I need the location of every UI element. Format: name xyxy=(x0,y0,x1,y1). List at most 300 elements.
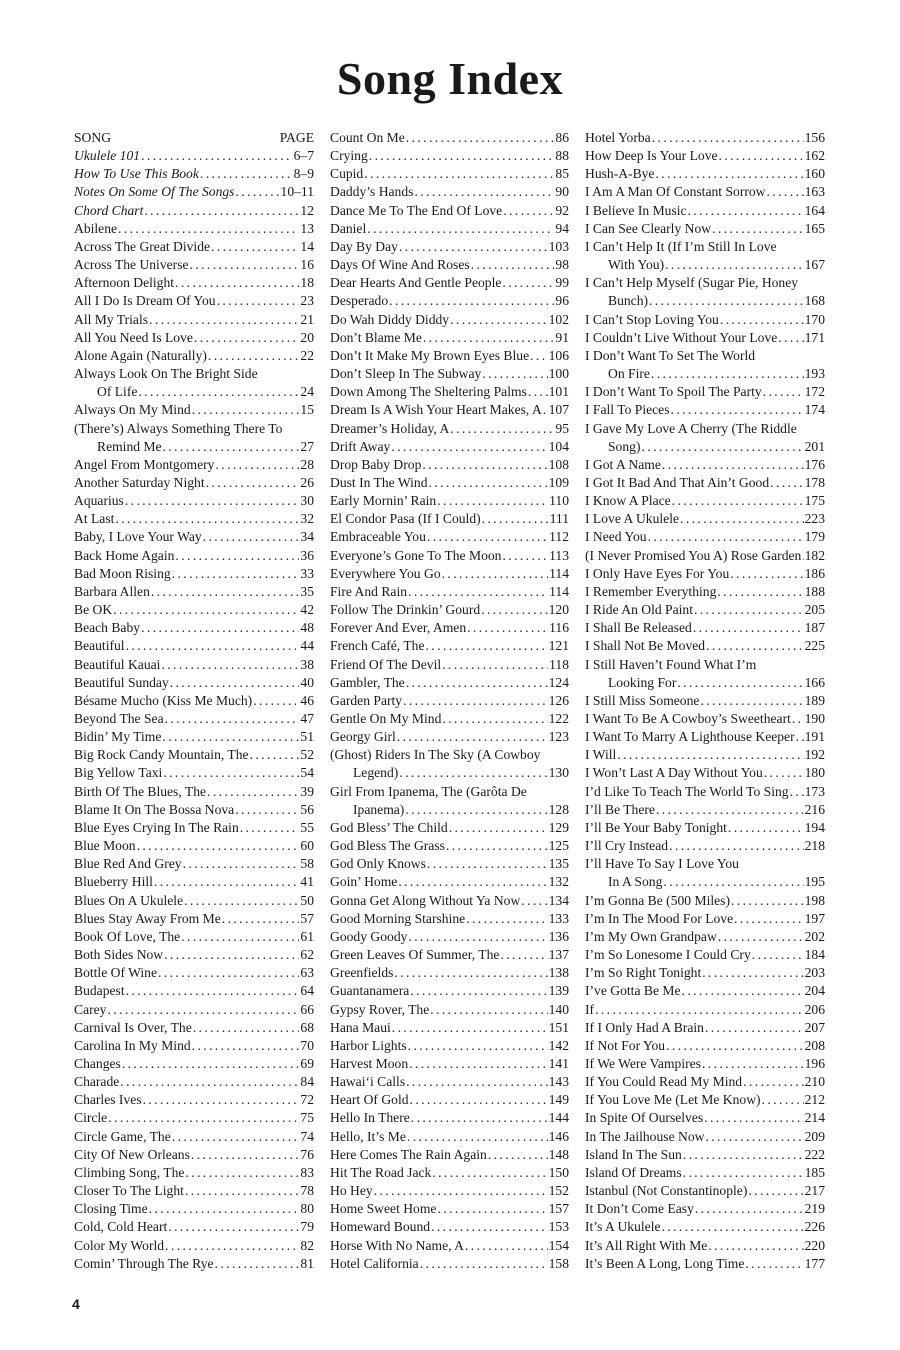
song-page: 210 xyxy=(804,1074,825,1090)
song-page: 10–11 xyxy=(280,184,314,200)
index-entry-line xyxy=(330,656,569,674)
index-entry-line xyxy=(74,274,314,292)
song-page: 201 xyxy=(804,438,825,454)
song-title: Circle xyxy=(74,1110,108,1126)
index-entry-line xyxy=(585,1001,825,1019)
song-title: Alone Again (Naturally) xyxy=(74,347,207,363)
index-entry-line xyxy=(74,1164,314,1182)
song-title: God Bless The Grass xyxy=(330,838,445,854)
song-title: Count On Me xyxy=(330,130,405,145)
dot-leader xyxy=(399,764,547,782)
index-entry xyxy=(74,256,314,274)
song-page: 216 xyxy=(804,801,825,817)
index-entry xyxy=(74,565,314,583)
dot-leader xyxy=(411,1109,548,1127)
dot-leader xyxy=(431,1218,548,1236)
song-title: I Can’t Stop Loving You xyxy=(585,311,719,327)
song-page: 57 xyxy=(300,910,314,926)
song-title: I Believe In Music xyxy=(585,202,687,218)
song-title: I Want To Be A Cowboy’s Sweetheart xyxy=(585,711,791,726)
song-page: 202 xyxy=(804,928,825,944)
index-entry-line xyxy=(585,837,825,855)
dot-leader xyxy=(543,401,548,419)
dot-leader xyxy=(705,1019,804,1037)
index-entry xyxy=(74,528,314,546)
index-entry-line xyxy=(330,1001,569,1019)
index-entry-line xyxy=(585,764,825,782)
index-entry-line xyxy=(330,928,569,946)
song-title: Daddy’s Hands xyxy=(330,184,414,200)
index-entry-line xyxy=(585,1091,825,1109)
index-entry xyxy=(330,1164,569,1182)
index-entry-line xyxy=(330,1019,569,1037)
index-entry xyxy=(74,347,314,365)
dot-leader xyxy=(162,728,299,746)
index-entry-line xyxy=(74,837,314,855)
song-title: (I Never Promised You A) Rose Garden xyxy=(585,547,802,563)
index-entry xyxy=(585,202,825,220)
dot-leader xyxy=(161,656,299,674)
song-title: Don’t It Make My Brown Eyes Blue xyxy=(330,347,530,363)
song-page: 148 xyxy=(548,1146,569,1162)
index-entry xyxy=(585,129,825,147)
dot-leader xyxy=(151,583,300,601)
song-page: 52 xyxy=(300,747,314,763)
index-entry-line xyxy=(330,801,569,819)
index-entry-line xyxy=(74,982,314,1000)
song-title: Goody Goody xyxy=(330,928,408,944)
index-entry-line xyxy=(585,928,825,946)
song-page: 162 xyxy=(804,148,825,164)
index-entry xyxy=(330,1128,569,1146)
index-entry xyxy=(330,728,569,746)
song-page: 20 xyxy=(300,329,314,345)
index-entry-line xyxy=(330,347,569,365)
index-entry xyxy=(74,964,314,982)
index-entry xyxy=(585,619,825,637)
dot-leader xyxy=(149,311,299,329)
song-title: Changes xyxy=(74,1055,121,1071)
index-entry-line xyxy=(585,1019,825,1037)
song-page: 217 xyxy=(804,1183,825,1199)
song-page: 83 xyxy=(300,1164,314,1180)
dot-leader xyxy=(672,492,804,510)
song-page: 203 xyxy=(804,965,825,981)
song-page: 226 xyxy=(804,1219,825,1235)
song-title: Of Life xyxy=(97,384,138,400)
dot-leader xyxy=(405,801,547,819)
dot-leader xyxy=(720,311,804,329)
index-entry xyxy=(74,1200,314,1218)
index-entry-line xyxy=(330,528,569,546)
index-entry-line xyxy=(330,365,569,383)
song-page: 30 xyxy=(300,493,314,509)
song-title: It’s A Ukulele xyxy=(585,1219,661,1235)
page-title: Song Index xyxy=(336,53,564,104)
index-entry xyxy=(585,710,825,728)
song-title: Georgy Girl xyxy=(330,729,396,745)
song-page: 68 xyxy=(300,1019,314,1035)
dot-leader xyxy=(215,1255,300,1273)
index-entry-line xyxy=(585,1237,825,1255)
song-title: Guantanamera xyxy=(330,983,410,999)
index-column-2 xyxy=(330,129,569,1273)
song-title: I’m So Lonesome I Could Cry xyxy=(585,947,751,963)
song-title: Budapest xyxy=(74,983,125,999)
song-page: 153 xyxy=(548,1219,569,1235)
song-title: Ho Hey xyxy=(330,1183,373,1199)
song-page: 82 xyxy=(300,1237,314,1253)
song-title: Abilene xyxy=(74,220,118,236)
song-title: It’s All Right With Me xyxy=(585,1237,708,1253)
index-entry xyxy=(585,946,825,964)
index-entry xyxy=(330,928,569,946)
index-entry xyxy=(74,365,314,401)
song-title: Horse With No Name, A xyxy=(330,1237,464,1253)
song-title: Don’t Blame Me xyxy=(330,329,422,345)
index-entry xyxy=(585,492,825,510)
index-entry-line xyxy=(74,1146,314,1164)
index-entry xyxy=(74,1091,314,1109)
dot-leader xyxy=(641,438,803,456)
index-entry-line xyxy=(585,819,825,837)
song-page: 207 xyxy=(804,1019,825,1035)
dot-leader xyxy=(671,401,804,419)
dot-leader xyxy=(138,383,299,401)
dot-leader xyxy=(731,892,804,910)
index-entry-line xyxy=(585,946,825,964)
song-page: 126 xyxy=(548,692,569,708)
song-title: Blue Red And Grey xyxy=(74,856,182,872)
song-title: I’m Gonna Be (500 Miles) xyxy=(585,892,730,908)
dot-leader xyxy=(767,183,804,201)
song-page: 196 xyxy=(804,1055,825,1071)
song-title: I Shall Not Be Moved xyxy=(585,638,706,654)
index-entry-line xyxy=(330,202,569,220)
dot-leader xyxy=(663,873,803,891)
index-entry xyxy=(330,619,569,637)
dot-leader xyxy=(652,129,804,147)
song-title: Blame It On The Bossa Nova xyxy=(74,801,235,817)
dot-leader xyxy=(158,964,299,982)
song-page: 133 xyxy=(548,910,569,926)
song-title: Climbing Song, The xyxy=(74,1164,185,1180)
index-entry xyxy=(330,583,569,601)
index-entry xyxy=(585,656,825,692)
index-entry xyxy=(330,456,569,474)
dot-leader xyxy=(450,420,554,438)
song-page: 187 xyxy=(804,620,825,636)
song-title: Good Morning Starshine xyxy=(330,910,466,926)
index-entry xyxy=(330,855,569,873)
index-entry-line xyxy=(330,274,569,292)
index-entry xyxy=(74,855,314,873)
index-entry-line xyxy=(330,946,569,964)
dot-leader xyxy=(706,637,804,655)
dot-leader xyxy=(414,183,554,201)
dot-leader xyxy=(403,692,548,710)
song-title: Blue Moon xyxy=(74,838,136,854)
index-entry-line xyxy=(330,601,569,619)
song-title: El Condor Pasa (If I Could) xyxy=(330,511,481,527)
dot-leader xyxy=(115,510,299,528)
index-entry xyxy=(585,1146,825,1164)
song-page: 222 xyxy=(804,1146,825,1162)
song-title: I Fall To Pieces xyxy=(585,402,670,418)
song-title: I Remember Everything xyxy=(585,583,717,599)
index-entry xyxy=(74,637,314,655)
song-title: Bad Moon Rising xyxy=(74,565,171,581)
dot-leader xyxy=(126,982,300,1000)
song-title: Bésame Mucho (Kiss Me Much) xyxy=(74,692,253,708)
song-title: Bottle Of Wine xyxy=(74,965,158,981)
index-entry xyxy=(330,510,569,528)
song-title-line: (Ghost) Riders In The Sky (A Cowboy xyxy=(330,747,541,763)
song-page: 188 xyxy=(804,583,825,599)
song-page: 16 xyxy=(300,257,314,273)
index-entry-line xyxy=(330,183,569,201)
song-title: I Got It Bad And That Ain’t Good xyxy=(585,474,770,490)
dot-leader xyxy=(235,801,299,819)
index-entry xyxy=(330,892,569,910)
dot-leader xyxy=(655,165,803,183)
dot-leader xyxy=(662,1218,804,1236)
song-page: 143 xyxy=(548,1074,569,1090)
index-entry-line xyxy=(74,492,314,510)
index-entry-line xyxy=(585,1164,825,1182)
dot-leader xyxy=(399,238,548,256)
index-entry-line xyxy=(74,873,314,891)
dot-leader xyxy=(391,438,547,456)
dot-leader xyxy=(164,946,299,964)
song-page: 141 xyxy=(548,1055,569,1071)
song-page: 114 xyxy=(549,583,569,599)
dot-leader xyxy=(778,329,803,347)
index-entry xyxy=(585,746,825,764)
index-entry xyxy=(585,565,825,583)
song-page: 209 xyxy=(804,1128,825,1144)
dot-leader xyxy=(682,982,804,1000)
song-title: Hana Maui xyxy=(330,1019,391,1035)
song-page: 108 xyxy=(548,456,569,472)
index-entry-line xyxy=(330,438,569,456)
index-entry-line xyxy=(74,1019,314,1037)
song-page: 76 xyxy=(300,1146,314,1162)
song-page: 114 xyxy=(549,565,569,581)
index-entry-line xyxy=(585,1055,825,1073)
song-title: I’m In The Mood For Love xyxy=(585,910,734,926)
index-entry-line xyxy=(74,329,314,347)
index-entry-line xyxy=(330,1128,569,1146)
song-title: Drop Baby Drop xyxy=(330,456,422,472)
dot-leader xyxy=(192,401,300,419)
dot-leader xyxy=(717,583,803,601)
index-entry xyxy=(74,728,314,746)
index-entry xyxy=(330,165,569,183)
index-entry xyxy=(330,383,569,401)
song-page: 22 xyxy=(300,347,314,363)
song-page: 134 xyxy=(548,892,569,908)
song-page: 194 xyxy=(804,819,825,835)
song-title: Remind Me xyxy=(97,438,162,454)
song-title: Do Wah Diddy Diddy xyxy=(330,311,450,327)
song-title: City Of New Orleans xyxy=(74,1146,190,1162)
index-entry-line xyxy=(330,637,569,655)
song-page: 176 xyxy=(804,456,825,472)
index-entry-line xyxy=(74,819,314,837)
song-title: I Am A Man Of Constant Sorrow xyxy=(585,184,766,200)
index-entry-line xyxy=(585,147,825,165)
song-title: I Only Have Eyes For You xyxy=(585,565,730,581)
song-title: Cupid xyxy=(330,166,364,182)
dot-leader xyxy=(651,365,804,383)
index-entry-line xyxy=(330,855,569,873)
song-title: Embraceable You xyxy=(330,529,426,545)
index-entry-line xyxy=(585,637,825,655)
index-entry xyxy=(74,1218,314,1236)
song-title: God Only Knows xyxy=(330,856,426,872)
index-entry-line xyxy=(330,692,569,710)
song-page: 103 xyxy=(548,238,569,254)
index-entry-line xyxy=(74,528,314,546)
dot-leader xyxy=(222,910,300,928)
song-page: 116 xyxy=(549,620,569,636)
dot-leader xyxy=(442,656,548,674)
index-entry-line xyxy=(330,238,569,256)
index-entry-line xyxy=(74,401,314,419)
index-entry xyxy=(585,1218,825,1236)
dot-leader xyxy=(420,1255,548,1273)
dot-leader xyxy=(154,873,300,891)
dot-leader xyxy=(141,619,299,637)
index-entry xyxy=(585,401,825,419)
dot-leader xyxy=(695,1200,804,1218)
song-title: Hush-A-Bye xyxy=(585,166,655,182)
song-title: Garden Party xyxy=(330,692,403,708)
song-page: 109 xyxy=(548,474,569,490)
song-title: Crying xyxy=(330,148,368,164)
dot-leader xyxy=(728,819,804,837)
index-entry-line xyxy=(330,456,569,474)
dot-leader xyxy=(530,347,548,365)
index-entry xyxy=(74,1182,314,1200)
index-entry-line xyxy=(330,383,569,401)
song-title: I’ll Cry Instead xyxy=(585,838,669,854)
song-page: 81 xyxy=(300,1255,314,1271)
dot-leader xyxy=(763,383,804,401)
index-entry xyxy=(74,656,314,674)
song-page: 137 xyxy=(548,947,569,963)
index-entry xyxy=(585,547,825,565)
song-page: 190 xyxy=(804,711,825,726)
song-title: If Not For You xyxy=(585,1037,666,1053)
song-page: 13 xyxy=(300,220,314,236)
dot-leader xyxy=(648,528,804,546)
dot-leader xyxy=(705,1128,803,1146)
song-page: 129 xyxy=(548,819,569,835)
song-title: Greenfields xyxy=(330,965,394,981)
song-page: 44 xyxy=(300,638,314,654)
index-entry-line xyxy=(74,619,314,637)
index-entry-line xyxy=(585,910,825,928)
index-entry-line xyxy=(330,674,569,692)
index-entry xyxy=(585,510,825,528)
song-title: Closer To The Light xyxy=(74,1183,184,1199)
song-page: 118 xyxy=(549,656,569,672)
dot-leader xyxy=(194,329,299,347)
index-entry-line xyxy=(74,1055,314,1073)
song-page: 157 xyxy=(548,1201,569,1217)
song-title: Blues Stay Away From Me xyxy=(74,910,221,926)
dot-leader xyxy=(466,910,547,928)
song-title-line: I Can’t Help Myself (Sugar Pie, Honey xyxy=(585,275,799,291)
index-entry xyxy=(74,238,314,256)
index-entry-line xyxy=(585,438,825,456)
song-page: 225 xyxy=(804,638,825,654)
song-page: 208 xyxy=(804,1037,825,1053)
song-page: 180 xyxy=(804,765,825,781)
index-entry-line xyxy=(330,873,569,891)
song-page: 8–9 xyxy=(293,166,314,182)
dot-leader xyxy=(398,873,547,891)
index-entry-line xyxy=(585,583,825,601)
index-entry xyxy=(330,401,569,419)
index-entry xyxy=(330,637,569,655)
dot-leader xyxy=(770,474,803,492)
index-entry-line xyxy=(585,256,825,274)
index-entry-line xyxy=(585,1128,825,1146)
index-entry-line xyxy=(330,619,569,637)
song-title: Blue Eyes Crying In The Rain xyxy=(74,819,239,835)
index-entry xyxy=(74,1237,314,1255)
dot-leader xyxy=(719,147,804,165)
index-entry xyxy=(74,1019,314,1037)
dot-leader xyxy=(796,728,804,746)
index-entry xyxy=(74,456,314,474)
song-page: 186 xyxy=(804,565,825,581)
song-title: Fire And Rain xyxy=(330,583,408,599)
dot-leader xyxy=(122,1055,300,1073)
index-entry-line xyxy=(330,1164,569,1182)
index-entry-line xyxy=(74,1073,314,1091)
song-page: 42 xyxy=(300,602,314,618)
song-page: 172 xyxy=(804,384,825,400)
dot-leader xyxy=(141,147,293,165)
dot-leader xyxy=(192,1037,300,1055)
index-entry xyxy=(585,347,825,383)
index-entry xyxy=(330,1218,569,1236)
index-entry-line xyxy=(330,710,569,728)
dot-leader xyxy=(745,1255,803,1273)
index-entry xyxy=(330,1109,569,1127)
index-entry-line xyxy=(585,129,825,147)
song-title: French Café, The xyxy=(330,638,425,654)
index-entry-line xyxy=(330,1037,569,1055)
index-entry xyxy=(330,1037,569,1055)
index-entry-line xyxy=(74,946,314,964)
index-entry-line xyxy=(74,783,314,801)
song-page: 55 xyxy=(300,819,314,835)
index-entry-line xyxy=(330,510,569,528)
index-entry-line xyxy=(330,165,569,183)
dot-leader xyxy=(437,1200,547,1218)
song-title: Beautiful Kauai xyxy=(74,656,161,672)
index-entry-line xyxy=(74,910,314,928)
index-entry xyxy=(74,1001,314,1019)
song-page: 100 xyxy=(548,366,569,382)
index-entry-line xyxy=(74,601,314,619)
song-page: 38 xyxy=(300,656,314,672)
